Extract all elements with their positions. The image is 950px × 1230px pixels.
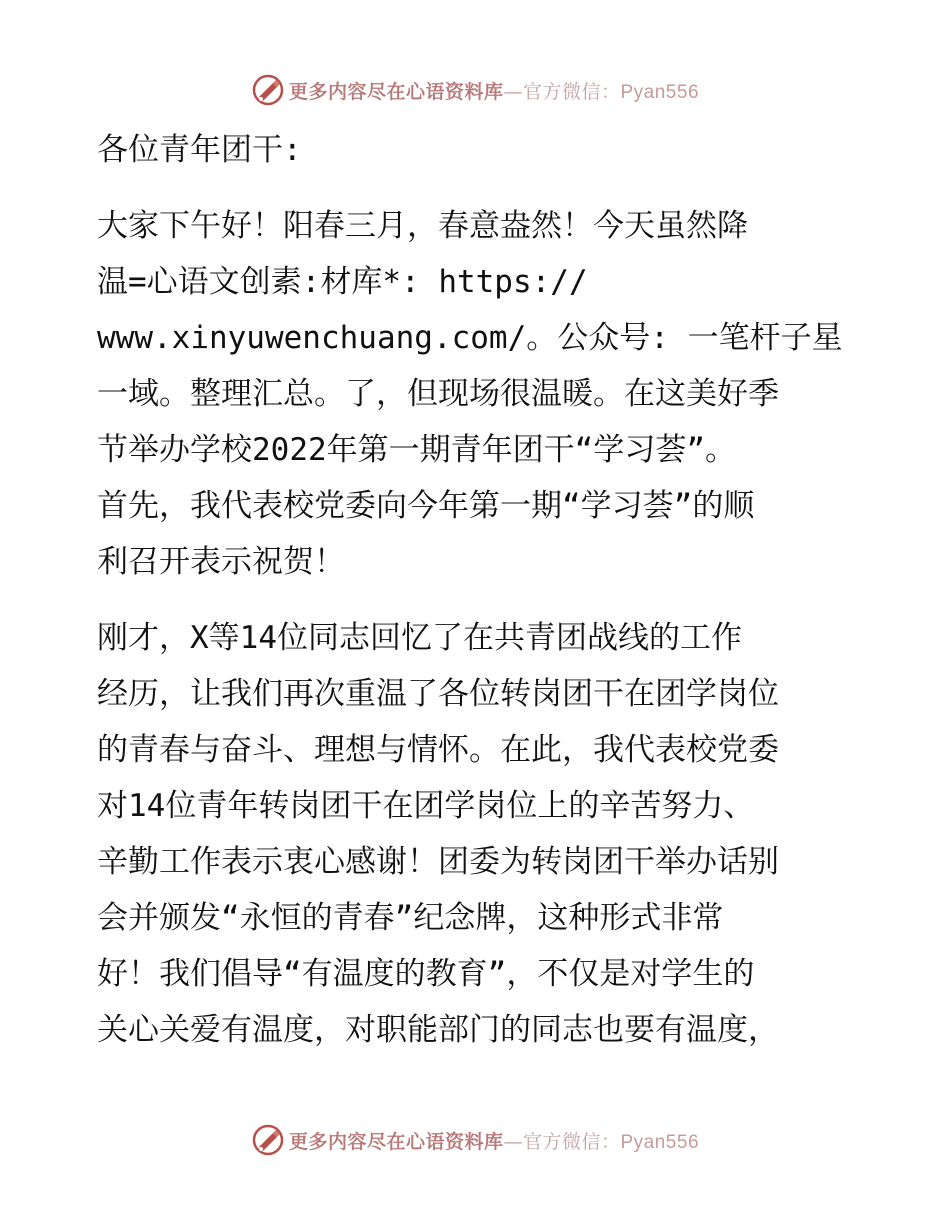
header-watermark-text bbox=[289, 77, 699, 104]
text-line: 刚才，X等14位同志回忆了在共青团战线的工作 bbox=[97, 620, 742, 656]
header-wechat-label: 官方微信： bbox=[522, 80, 621, 103]
footer-brand: 更多内容尽在心语资料库 bbox=[288, 1130, 504, 1153]
text-line: 会并颁发“永恒的青春”纪念牌，这种形式非常 bbox=[97, 900, 724, 936]
text-line: 温=心语文创素:材库*: https:// bbox=[97, 264, 588, 300]
footer-wechat-id: Pyan556 bbox=[620, 1131, 700, 1153]
salutation-line: 各位青年团干: bbox=[97, 132, 302, 168]
header-brand: 更多内容尽在心语资料库 bbox=[288, 80, 504, 103]
text-line: 好！我们倡导“有温度的教育”，不仅是对学生的 bbox=[97, 956, 755, 992]
text-line: 首先，我代表校党委向今年第一期“学习荟”的顺 bbox=[97, 488, 755, 524]
pen-circle-logo-icon bbox=[251, 73, 285, 107]
paragraph-2 bbox=[97, 610, 857, 1058]
header-watermark-banner bbox=[0, 70, 950, 110]
text-line: 的青春与奋斗、理想与情怀。在此，我代表校党委 bbox=[97, 732, 779, 768]
header-wechat-id: Pyan556 bbox=[620, 81, 700, 103]
text-line: 节举办学校2022年第一期青年团干“学习荟”。 bbox=[97, 432, 736, 468]
paragraph-1 bbox=[97, 198, 857, 590]
text-line: 大家下午好！阳春三月，春意盎然！今天虽然降 bbox=[97, 208, 748, 244]
header-separator: — bbox=[503, 80, 523, 103]
footer-separator: — bbox=[503, 1130, 523, 1153]
footer-watermark-banner bbox=[0, 1120, 950, 1160]
document-body bbox=[97, 122, 857, 1058]
text-line: 辛勤工作表示衷心感谢！团委为转岗团干举办话别 bbox=[97, 844, 779, 880]
pen-circle-logo-icon bbox=[251, 1123, 285, 1157]
text-line: 经历，让我们再次重温了各位转岗团干在团学岗位 bbox=[97, 676, 779, 712]
footer-wechat-label: 官方微信： bbox=[522, 1130, 621, 1153]
text-line: 利召开表示祝贺！ bbox=[97, 544, 345, 580]
text-line: 对14位青年转岗团干在团学岗位上的辛苦努力、 bbox=[97, 788, 755, 824]
footer-watermark-text bbox=[289, 1127, 699, 1154]
text-line: 关心关爱有温度，对职能部门的同志也要有温度， bbox=[97, 1012, 779, 1048]
text-line: 一域。整理汇总。了，但现场很温暖。在这美好季 bbox=[97, 376, 779, 412]
salutation bbox=[97, 122, 857, 178]
text-line: www.xinyuwenchuang.com/。公众号: 一笔杆子星 bbox=[97, 320, 843, 356]
